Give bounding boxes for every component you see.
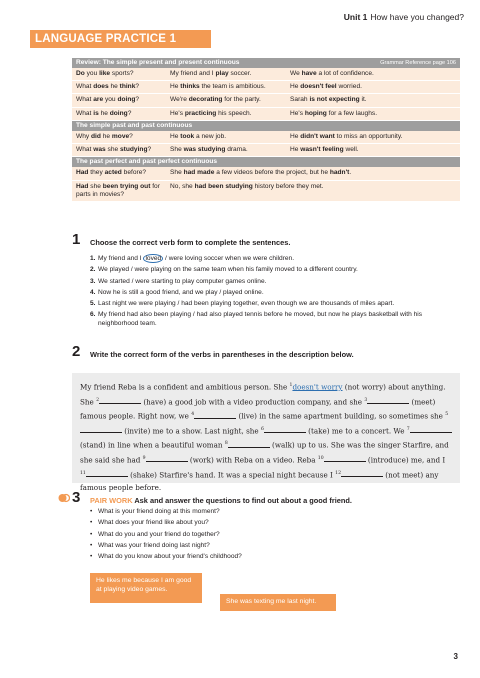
grammar-row bbox=[72, 94, 460, 107]
exercise-2-number: 2 bbox=[72, 343, 81, 360]
grammar-cell: What was she studying? bbox=[76, 146, 152, 154]
blank-6[interactable] bbox=[264, 426, 306, 433]
grammar-cell: Sarah is not expecting it. bbox=[290, 96, 367, 104]
list-item: 6. My friend had also been playing / had also played tennis before he moved, but now he plays basketball with his neighborhood team. bbox=[90, 311, 423, 327]
grammar-cell: He's hoping for a few laughs. bbox=[290, 109, 378, 117]
list-item: 5. Last night we were playing / had been playing together, even though we are thousands of miles apart. bbox=[90, 300, 395, 307]
perfect-heading-text: The past perfect and past perfect continuous bbox=[76, 158, 218, 166]
blank-12[interactable] bbox=[341, 470, 383, 477]
grammar-cell: We're decorating for the party. bbox=[170, 96, 261, 104]
exercise-1-instruction: Choose the correct verb form to complete the sentences. bbox=[90, 238, 291, 247]
grammar-past-heading bbox=[72, 121, 460, 131]
list-item: • What do you know about your friend's childhood? bbox=[90, 553, 450, 562]
grammar-cell: He wasn't feeling well. bbox=[290, 146, 359, 154]
grammar-cell: Why did he move? bbox=[76, 132, 133, 140]
story-passage: My friend Reba is a confident and ambitious person. She $^1$doesn't worry (not worry) about anything. She $^2$ (have) a good job with a video production company, and she $^3$ (meet) famous people. Right now, we $^4$ (live) in the same apartment building, so sometimes she $^5$ (invite) me to a show. Last night, she $^6$ (take) me to a concert. We $^7$ (stand) in line when a beautiful woman $^8$ (walk) up to us. She was the singer Starfire, and she said she had $^9$ (work) with Reba on a video. Reba $^{10}$ (introduce) me, and I $^{11}$ (shake) Starfire's hand. It was a special night because I $^{12}$ (not meet) any famous people before. bbox=[72, 373, 460, 483]
grammar-cell: What is he doing? bbox=[76, 109, 132, 117]
grammar-reference-link[interactable]: Grammar Reference page 106 bbox=[380, 60, 456, 66]
grammar-row bbox=[72, 81, 460, 94]
unit-title: How have you changed? bbox=[370, 12, 464, 22]
blank-4[interactable] bbox=[194, 412, 236, 419]
blank-3[interactable] bbox=[367, 397, 409, 404]
blank-2[interactable] bbox=[99, 397, 141, 404]
grammar-cell: No, she had been studying history before they met. bbox=[170, 182, 324, 190]
exercise-3-instruction: PAIR WORK Ask and answer the questions to find out about a good friend. bbox=[90, 496, 352, 505]
blank-7[interactable] bbox=[410, 426, 452, 433]
unit-label: Unit 1 bbox=[343, 12, 368, 22]
grammar-row bbox=[72, 167, 460, 180]
page-number: 3 bbox=[453, 652, 458, 661]
grammar-cell: Do you like sports? bbox=[76, 70, 134, 77]
past-heading-text: The simple past and past continuous bbox=[76, 121, 193, 129]
list-item: 2. We played / were playing on the same team when his family moved to a different country. bbox=[90, 266, 358, 274]
grammar-cell: He thinks the team is ambitious. bbox=[170, 83, 266, 91]
grammar-cell: My friend and I play soccer. bbox=[170, 70, 252, 77]
grammar-cell: What are you doing? bbox=[76, 96, 140, 104]
blank-8[interactable] bbox=[228, 441, 270, 448]
list-item: • What does your friend like about you? bbox=[90, 519, 450, 528]
grammar-cell: We have a lot of confidence. bbox=[290, 70, 374, 77]
unit-header bbox=[344, 12, 464, 22]
grammar-cell: He took a new job. bbox=[170, 132, 227, 140]
grammar-cell: Had she been trying out for parts in movies? bbox=[76, 182, 160, 198]
grammar-cell: She was studying drama. bbox=[170, 146, 248, 154]
grammar-perfect-heading bbox=[72, 157, 460, 167]
grammar-row bbox=[72, 108, 460, 121]
exercise-1-list bbox=[90, 255, 460, 331]
list-item: 4. Now he is still a good friend, and we play / played online. bbox=[90, 288, 264, 296]
grammar-cell: Had they acted before? bbox=[76, 169, 147, 177]
grammar-row bbox=[72, 131, 460, 144]
grammar-cell: He's practicing his speech. bbox=[170, 109, 252, 117]
exercise-3-number: 3 bbox=[72, 489, 81, 506]
blank-9[interactable] bbox=[146, 455, 188, 462]
exercise-3-questions bbox=[90, 508, 450, 565]
section-title: LANGUAGE PRACTICE 1 bbox=[30, 30, 211, 48]
speech-bubble-2: She was texting me last night. bbox=[220, 594, 336, 611]
list-item: • What is your friend doing at this moment? bbox=[90, 508, 450, 517]
review-heading-text: Review: The simple present and present continuous bbox=[76, 59, 240, 66]
pair-work-icon bbox=[58, 492, 70, 504]
grammar-cell: What does he think? bbox=[76, 83, 140, 91]
grammar-row bbox=[72, 144, 460, 157]
list-item: 1. My friend and I loved / were loving soccer when we were children. bbox=[90, 255, 295, 262]
answer-1[interactable]: doesn't worry bbox=[292, 382, 343, 392]
grammar-cell: She had made a few videos before the project, but he hadn't. bbox=[170, 169, 352, 177]
blank-5[interactable] bbox=[80, 426, 122, 433]
grammar-review-heading bbox=[72, 58, 460, 68]
list-item: 3. We started / were starting to play computer games online. bbox=[90, 277, 267, 285]
grammar-row bbox=[72, 181, 460, 202]
pair-work-label: PAIR WORK bbox=[90, 496, 133, 505]
list-item: • What was your friend doing last night? bbox=[90, 542, 450, 551]
speech-bubble-1: He likes me because I am good at playing video games. bbox=[90, 573, 202, 603]
exercise-2-instruction: Write the correct form of the verbs in parentheses in the description below. bbox=[90, 350, 354, 359]
grammar-cell: He doesn't feel worried. bbox=[290, 83, 362, 91]
exercise-1-number: 1 bbox=[72, 231, 81, 248]
grammar-table bbox=[72, 58, 460, 202]
list-item: • What do you and your friend do together? bbox=[90, 531, 450, 540]
circled-answer[interactable]: loved bbox=[145, 255, 162, 262]
blank-10[interactable] bbox=[324, 455, 366, 462]
grammar-row bbox=[72, 68, 460, 81]
grammar-cell: He didn't want to miss an opportunity. bbox=[290, 132, 403, 140]
blank-11[interactable] bbox=[86, 470, 128, 477]
